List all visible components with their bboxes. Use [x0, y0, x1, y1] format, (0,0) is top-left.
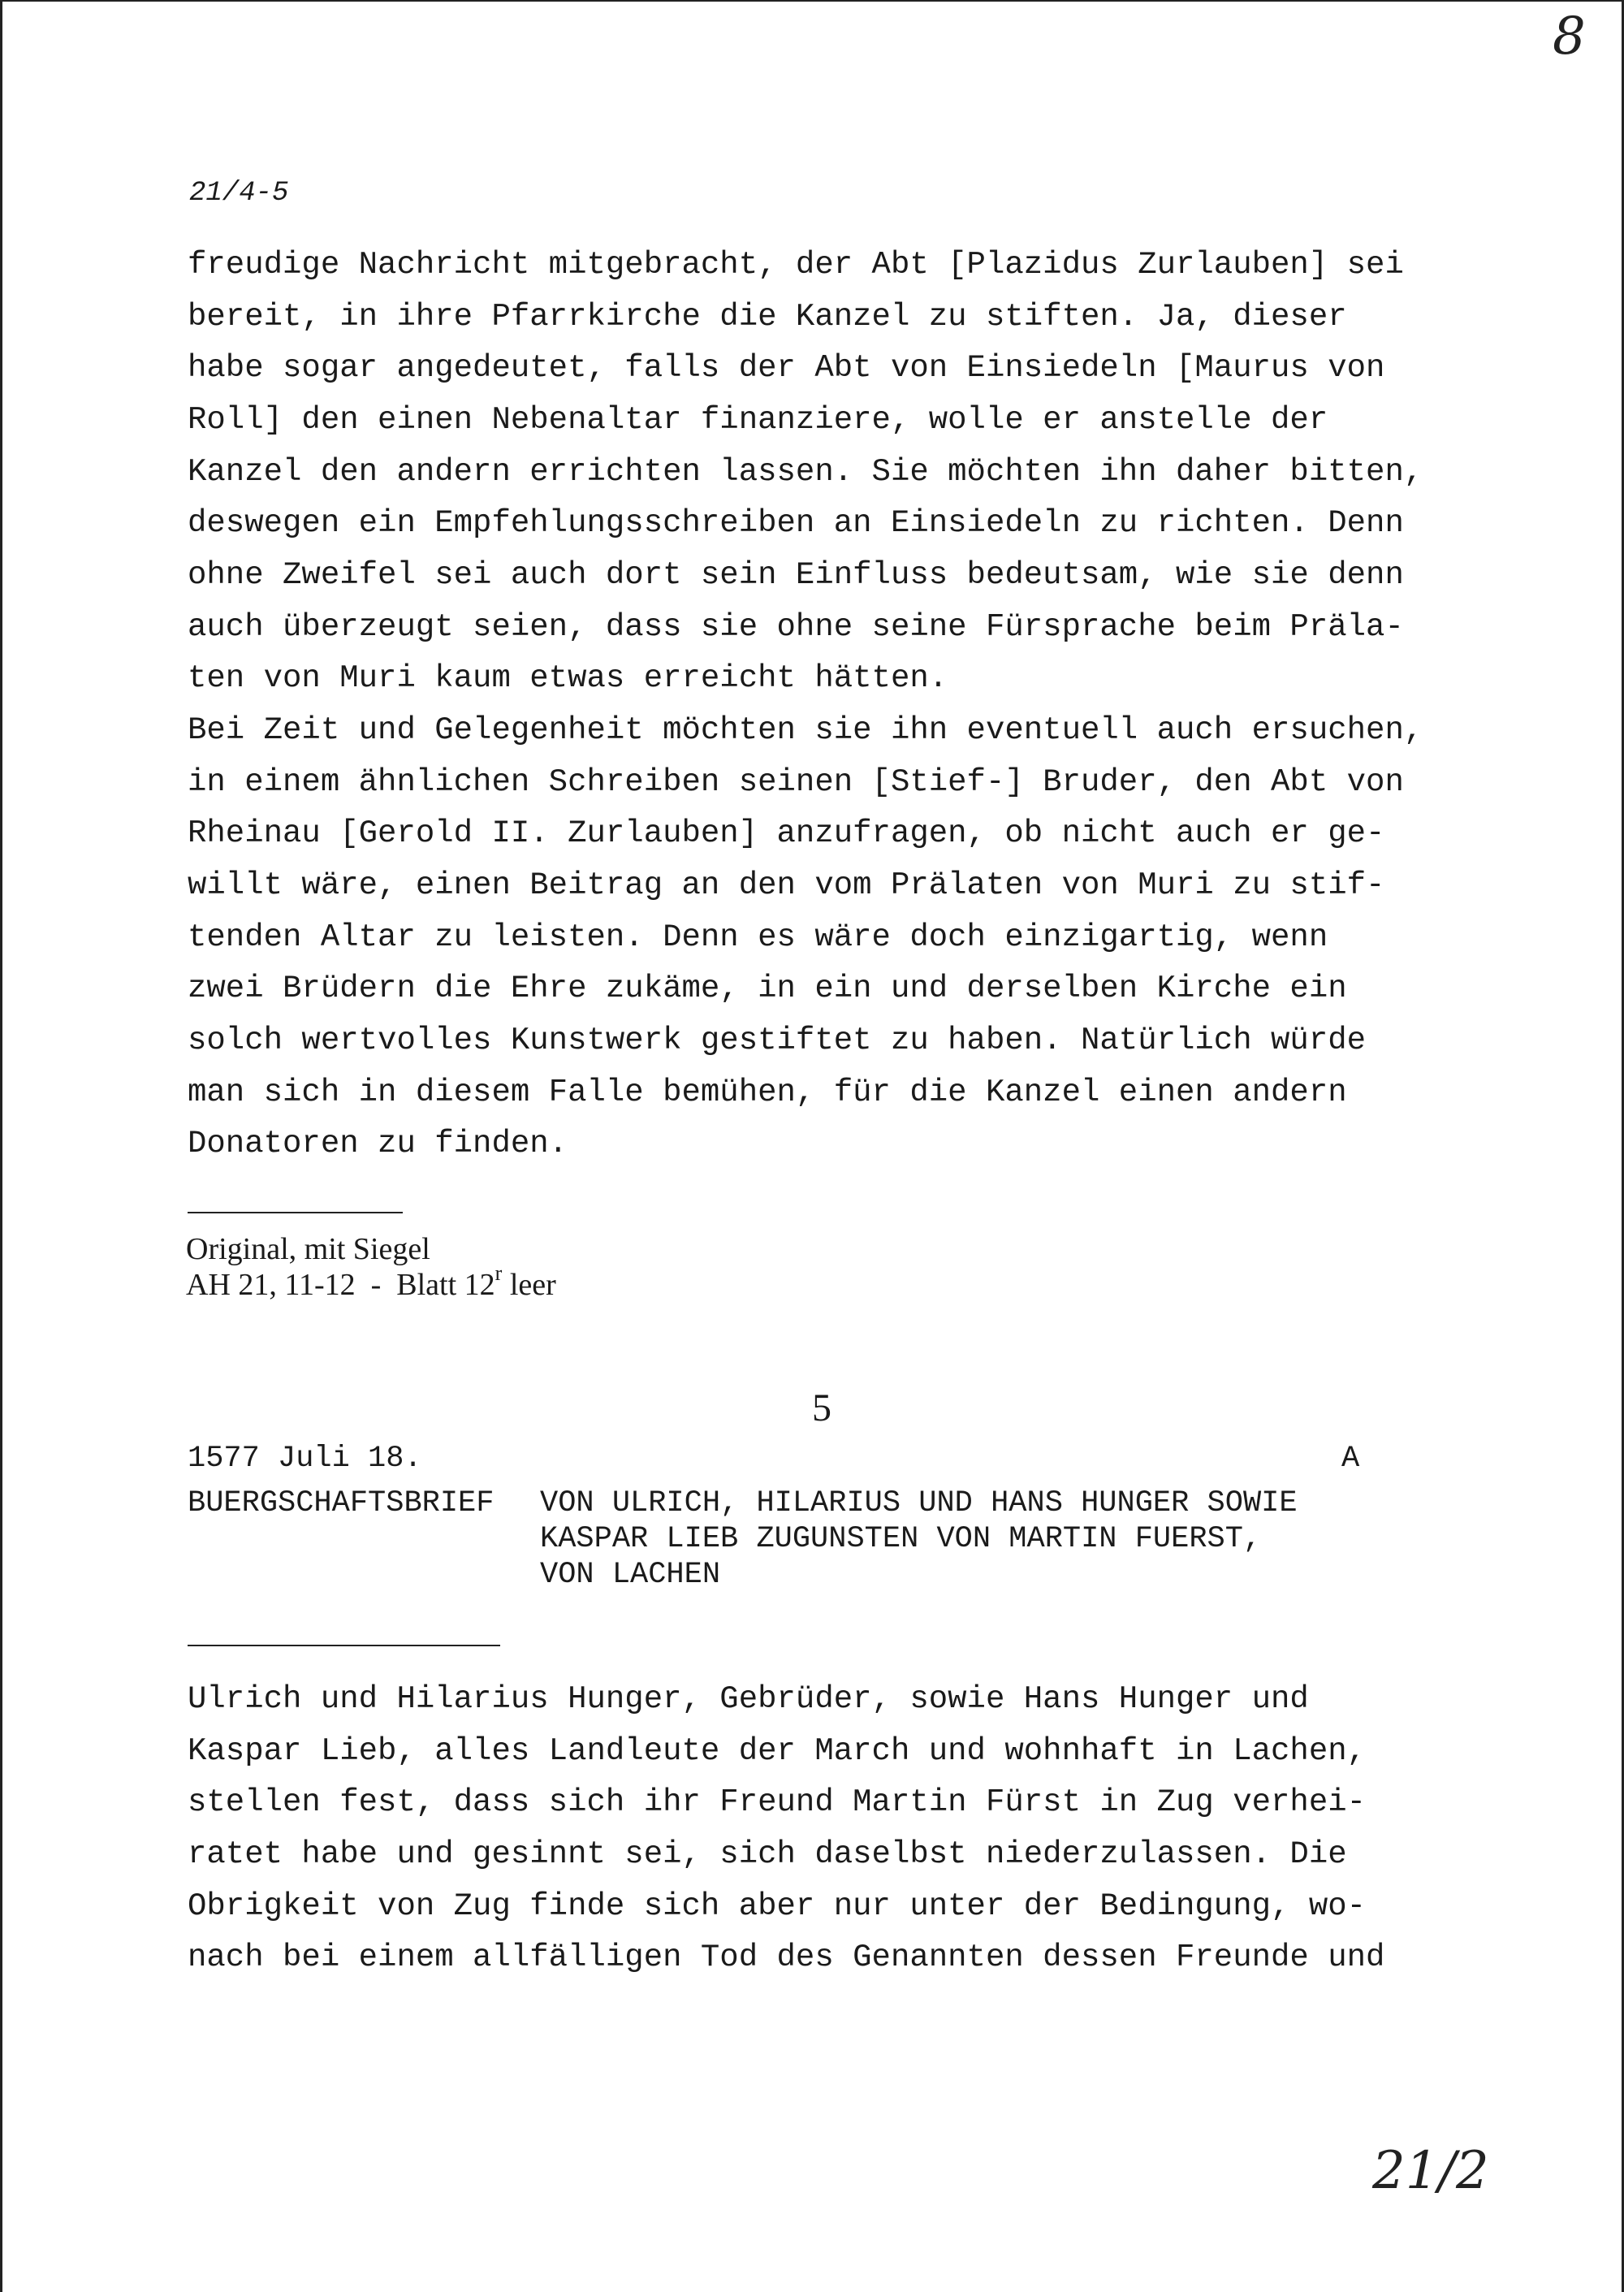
text-line: tenden Altar zu leisten. Denn es wäre doch einzigartig, wenn — [188, 919, 1328, 955]
text-line: deswegen ein Empfehlungsschreiben an Einsiedeln zu richten. Denn — [188, 505, 1404, 541]
text-line: nach bei einem allfälligen Tod des Genannten dessen Freunde und — [188, 1940, 1385, 1975]
document-title-line: VON LACHEN — [540, 1558, 721, 1592]
source-note-ref: AH 21, 11-12 - Blatt 12 — [186, 1268, 495, 1302]
document-title-prefix: BUERGSCHAFTSBRIEF — [188, 1486, 495, 1520]
text-line: Ulrich und Hilarius Hunger, Gebrüder, sowie Hans Hunger und — [188, 1681, 1309, 1717]
document-letter: A — [1341, 1442, 1360, 1476]
text-line: ten von Muri kaum etwas erreicht hätten. — [188, 660, 948, 696]
text-line: Roll] den einen Nebenaltar finanziere, wolle er anstelle der — [188, 402, 1328, 438]
text-line: Kaspar Lieb, alles Landleute der March und wohnhaft in Lachen, — [188, 1733, 1367, 1769]
source-note-line2 — [186, 1261, 556, 1306]
text-line: Donatoren zu finden. — [188, 1126, 568, 1161]
source-note-superscript: r — [495, 1261, 503, 1285]
text-line: habe sogar angedeutet, falls der Abt von Einsiedeln [Maurus von — [188, 350, 1385, 386]
text-line: bereit, in ihre Pfarrkirche die Kanzel zu stiften. Ja, dieser — [188, 299, 1347, 335]
text-line: ratet habe und gesinnt sei, sich daselbst niederzulassen. Die — [188, 1836, 1347, 1872]
document-number: 5 — [812, 1386, 831, 1429]
document-date: 1577 Juli 18. — [188, 1442, 422, 1476]
text-line: ohne Zweifel sei auch dort sein Einfluss bedeutsam, wie sie denn — [188, 557, 1404, 593]
source-note-line1: Original, mit Siegel — [186, 1232, 430, 1266]
text-line: solch wertvolles Kunstwerk gestiftet zu haben. Natürlich würde — [188, 1023, 1367, 1058]
text-line: Bei Zeit und Gelegenheit möchten sie ihn eventuell auch ersuchen, — [188, 712, 1423, 748]
document-title-line: KASPAR LIEB ZUGUNSTEN VON MARTIN FUERST, — [540, 1522, 1262, 1556]
text-line: Rheinau [Gerold II. Zurlauben] anzufragen, ob nicht auch er ge- — [188, 815, 1385, 851]
page-reference: 21/4-5 — [189, 178, 289, 209]
text-line: man sich in diesem Falle bemühen, für die Kanzel einen andern — [188, 1075, 1347, 1110]
text-line: Obrigkeit von Zug finde sich aber nur unter der Bedingung, wo- — [188, 1888, 1367, 1924]
text-line: freudige Nachricht mitgebracht, der Abt [Plazidus Zurlauben] sei — [188, 247, 1404, 283]
section-rule — [188, 1645, 500, 1646]
document-title-line: VON ULRICH, HILARIUS UND HANS HUNGER SOWIE — [540, 1486, 1298, 1520]
handwritten-page-number: 8 — [1553, 6, 1586, 67]
scan-border-left — [0, 0, 2, 2292]
scan-border-top — [0, 0, 1624, 2]
source-note-suffix: leer — [502, 1268, 556, 1302]
text-line: auch überzeugt seien, dass sie ohne seine Fürsprache beim Präla- — [188, 609, 1404, 645]
text-line: in einem ähnlichen Schreiben seinen [Stief-] Bruder, den Abt von — [188, 764, 1404, 800]
text-line: Kanzel den andern errichten lassen. Sie möchten ihn daher bitten, — [188, 454, 1423, 490]
text-line: willt wäre, einen Beitrag an den vom Prälaten von Muri zu stif- — [188, 867, 1385, 903]
text-line: stellen fest, dass sich ihr Freund Martin Fürst in Zug verhei- — [188, 1784, 1367, 1820]
handwritten-footer-number: 21/2 — [1372, 2141, 1489, 2201]
footnote-rule — [188, 1212, 403, 1213]
text-line: zwei Brüdern die Ehre zukäme, in ein und derselben Kirche ein — [188, 971, 1347, 1006]
